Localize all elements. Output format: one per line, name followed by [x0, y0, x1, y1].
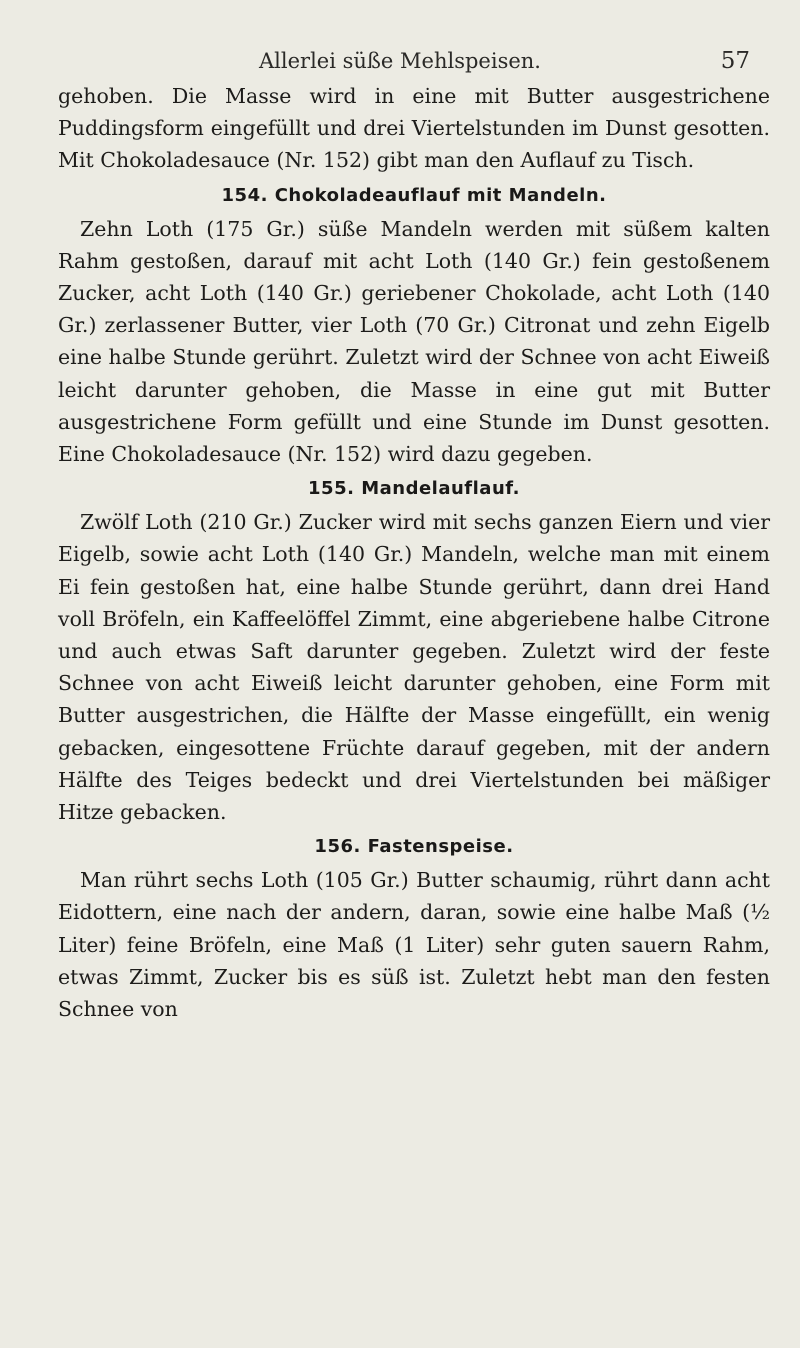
recipe-heading-155: 155. Mandelauflauf. [308, 478, 520, 500]
recipe-heading-154: 154. Chokoladeauflauf mit Mandeln. [221, 184, 607, 206]
running-head [0, 44, 800, 78]
recipe-paragraph-155: Zwölf Loth (210 Gr.) Zucker wird mit sechs ganzen Eiern und vier Eigelb, sowie acht Loth (140 Gr.) Mandeln, welche man mit einem Ei fein gestoßen hat, eine halbe Stunde gerührt, dann drei Hand voll Bröfeln, ein Kaffeelöffel Zimmt, eine abgeriebene halbe Citrone und auch etwas Saft darunter gegeben. Zuletzt wird der feste Schnee von acht Eiweiß leicht darunter gehoben, eine Form mit Butter ausgestrichen, die Hälfte der Masse eingefüllt, ein wenig gebacken, eingesottene Früchte darauf gegeben, mit der andern Hälfte des Teiges bedeckt und drei Viertelstunden bei mäßiger Hitze gebacken. [58, 510, 770, 825]
recipe-paragraph-156: Man rührt sechs Loth (105 Gr.) Butter schaumig, rührt dann acht Eidottern, eine nach der andern, daran, sowie eine halbe Maß (½ Liter) feine Bröfeln, eine Maß (1 Liter) sehr guten sauern Rahm, etwas Zimmt, Zucker bis es süß ist. Zuletzt hebt man den festen Schnee von [58, 868, 770, 1022]
body-text [58, 80, 770, 1025]
paragraph-continuation: gehoben. Die Masse wird in eine mit Butter ausgestrichene Puddingsform eingefüllt und drei Viertelstunden im Dunst gesotten. Mit Chokoladesauce (Nr. 152) gibt man den Auflauf zu Tisch. [58, 84, 770, 173]
recipe-paragraph-154: Zehn Loth (175 Gr.) süße Mandeln werden mit süßem kalten Rahm gestoßen, darauf mit acht Loth (140 Gr.) fein gestoßenem Zucker, acht Loth (140 Gr.) geriebener Chokolade, acht Loth (140 Gr.) zerlassener Butter, vier Loth (70 Gr.) Citronat und zehn Eigelb eine halbe Stunde gerührt. Zuletzt wird der Schnee von acht Eiweiß leicht darunter gehoben, die Masse in eine gut mit Butter ausgestrichene Form gefüllt und eine Stunde im Dunst gesotten. Eine Chokoladesauce (Nr. 152) wird dazu gegeben. [58, 216, 770, 467]
recipe-heading-156: 156. Fastenspeise. [314, 836, 514, 858]
running-title: Allerlei süße Mehlspeisen. [259, 49, 541, 73]
page-number: 57 [720, 48, 750, 74]
